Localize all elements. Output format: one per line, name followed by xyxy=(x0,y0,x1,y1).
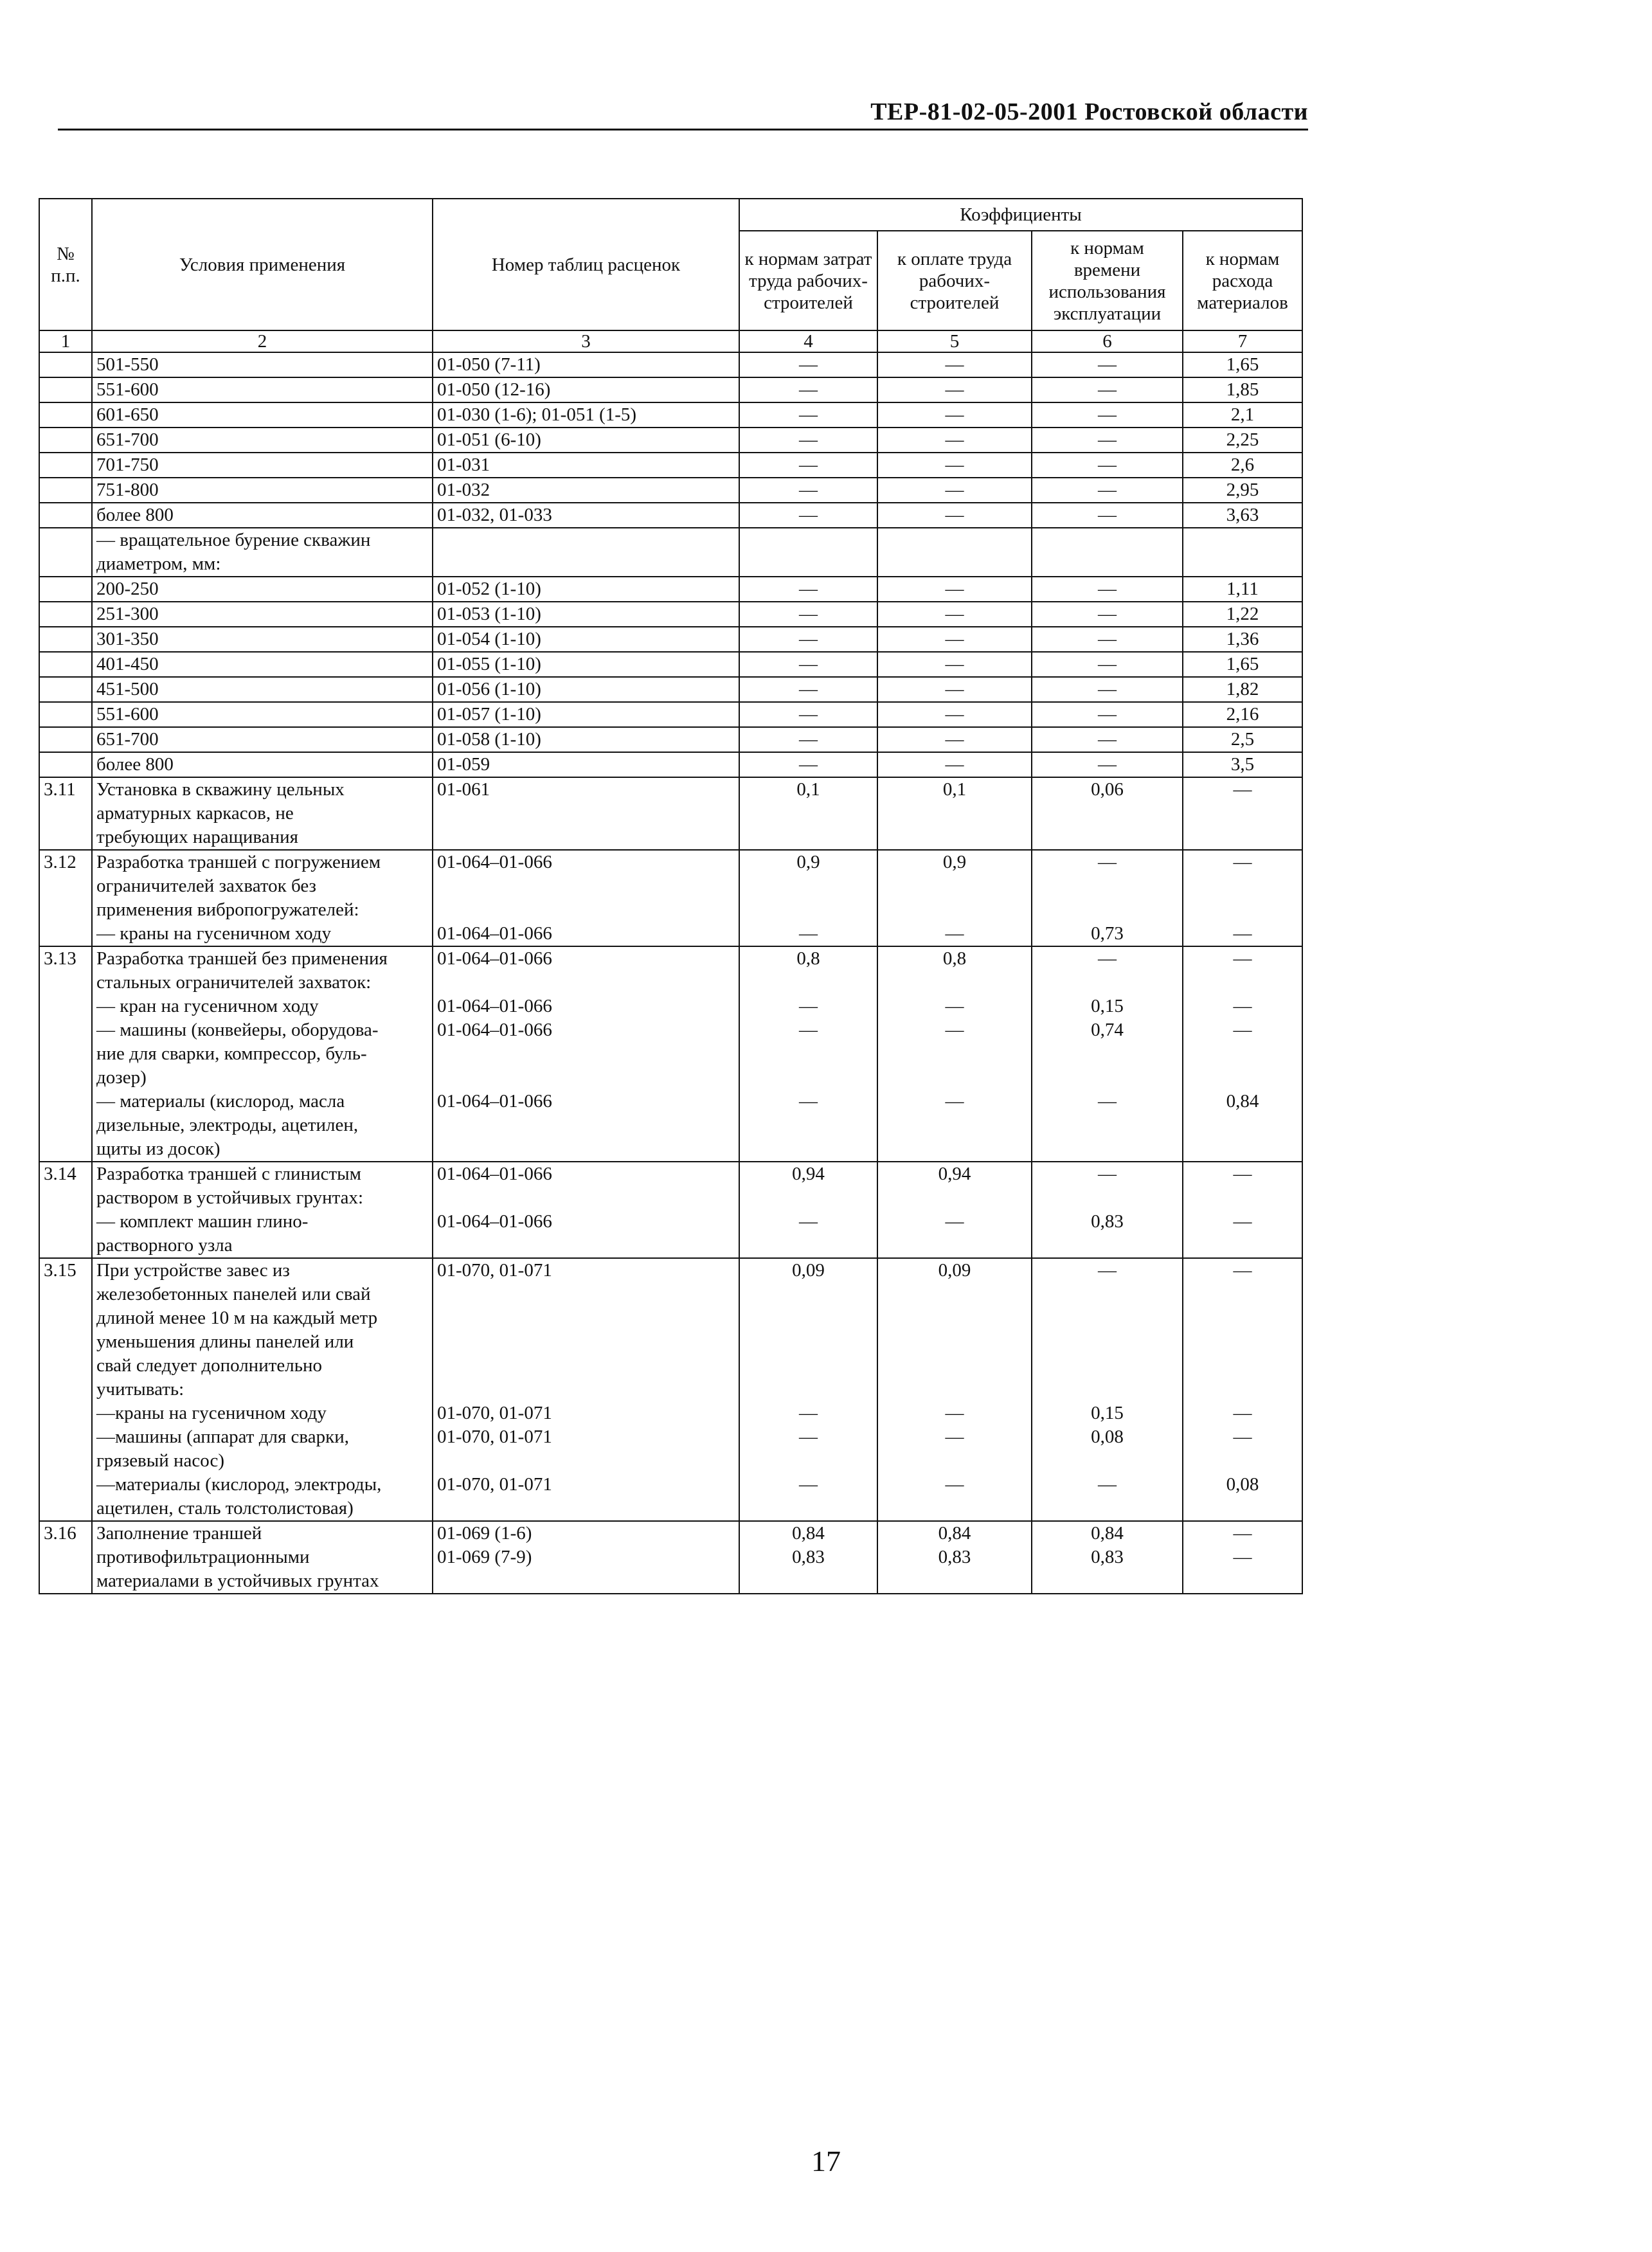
cell-conditions: Установка в скважину цельных арматурных каркасов, не требующих наращивания xyxy=(92,777,433,850)
cell-k-labor: 0,84 0,83 xyxy=(739,1521,877,1594)
table-row xyxy=(39,352,1302,377)
cell-k-machine: — xyxy=(1032,478,1183,503)
cell-num xyxy=(39,702,92,727)
cell-k-machine: — xyxy=(1032,727,1183,752)
cell-k-machine: — xyxy=(1032,453,1183,478)
cell-num xyxy=(39,428,92,453)
cell-k-pay: — xyxy=(877,453,1032,478)
cell-conditions: Разработка траншей с погружением ограничителей захваток без применения вибропогружателей: — краны на гусеничном ходу xyxy=(92,850,433,946)
cell-conditions: 301-350 xyxy=(92,627,433,652)
cell-num xyxy=(39,627,92,652)
cell-k-machine: — xyxy=(1032,503,1183,528)
cell-table-numbers: 01-054 (1-10) xyxy=(433,627,739,652)
column-number: 7 xyxy=(1183,330,1302,352)
column-numbers-row xyxy=(39,330,1302,352)
table-row xyxy=(39,946,1302,1162)
cell-table-numbers: 01-030 (1-6); 01-051 (1-5) xyxy=(433,402,739,428)
cell-table-numbers: 01-055 (1-10) xyxy=(433,652,739,677)
cell-k-labor: — xyxy=(739,677,877,702)
cell-num: 3.14 xyxy=(39,1162,92,1258)
cell-conditions: Разработка траншей без применения стальных ограничителей захваток: — кран на гусеничном ходу — машины (конвейеры, оборудова- ние для сварки, компрессор, буль- дозер) — материалы (кислород, масла дизельные, электроды, ацетилен, щиты из досок) xyxy=(92,946,433,1162)
cell-conditions: 451-500 xyxy=(92,677,433,702)
cell-k-materials: — — — 0,84 xyxy=(1183,946,1302,1162)
cell-k-materials: 3,63 xyxy=(1183,503,1302,528)
cell-conditions: 601-650 xyxy=(92,402,433,428)
header-coefficients: Коэффициенты xyxy=(739,199,1302,231)
cell-k-materials: 2,95 xyxy=(1183,478,1302,503)
cell-num xyxy=(39,402,92,428)
header-k-labor: к нормам затрат труда рабочих- строителей xyxy=(739,231,877,330)
cell-k-machine: — xyxy=(1032,577,1183,602)
table-row xyxy=(39,1258,1302,1521)
cell-table-numbers: 01-032 xyxy=(433,478,739,503)
cell-k-pay: 0,9 — xyxy=(877,850,1032,946)
table-row xyxy=(39,478,1302,503)
cell-conditions: 551-600 xyxy=(92,377,433,402)
cell-k-labor: — xyxy=(739,503,877,528)
cell-k-materials: 2,6 xyxy=(1183,453,1302,478)
cell-num: 3.13 xyxy=(39,946,92,1162)
cell-k-labor: — xyxy=(739,453,877,478)
cell-k-labor: — xyxy=(739,752,877,777)
header-k-machine: к нормам времени использования эксплуатации xyxy=(1032,231,1183,330)
cell-k-pay: — xyxy=(877,702,1032,727)
cell-k-machine: — xyxy=(1032,602,1183,627)
cell-k-machine: 0,06 xyxy=(1032,777,1183,850)
cell-conditions: 501-550 xyxy=(92,352,433,377)
cell-k-labor: — xyxy=(739,402,877,428)
document-code: ТЕР-81-02-05-2001 Ростовской области xyxy=(870,98,1308,125)
cell-conditions: — вращательное бурение скважин диаметром, мм: xyxy=(92,528,433,577)
cell-k-materials: 2,5 xyxy=(1183,727,1302,752)
cell-num xyxy=(39,377,92,402)
table-row xyxy=(39,777,1302,850)
header-k-materials: к нормам расхода материалов xyxy=(1183,231,1302,330)
cell-k-machine xyxy=(1032,528,1183,577)
table-row xyxy=(39,652,1302,677)
column-number: 5 xyxy=(877,330,1032,352)
cell-conditions: Заполнение траншей противофильтрационными материалами в устойчивых грунтах xyxy=(92,1521,433,1594)
cell-k-labor: — xyxy=(739,702,877,727)
cell-conditions: 701-750 xyxy=(92,453,433,478)
cell-num xyxy=(39,752,92,777)
cell-conditions: 651-700 xyxy=(92,727,433,752)
cell-k-pay: — xyxy=(877,352,1032,377)
cell-num xyxy=(39,727,92,752)
cell-k-pay: — xyxy=(877,752,1032,777)
cell-k-labor: — xyxy=(739,727,877,752)
column-number: 6 xyxy=(1032,330,1183,352)
cell-k-machine: — xyxy=(1032,702,1183,727)
cell-k-materials: — — — 0,08 xyxy=(1183,1258,1302,1521)
cell-table-numbers: 01-052 (1-10) xyxy=(433,577,739,602)
table-row xyxy=(39,702,1302,727)
cell-k-pay: — xyxy=(877,577,1032,602)
cell-k-machine: — 0,15 0,08 — xyxy=(1032,1258,1183,1521)
cell-table-numbers: 01-053 (1-10) xyxy=(433,602,739,627)
table-row xyxy=(39,752,1302,777)
page-header xyxy=(58,96,1308,131)
cell-num xyxy=(39,602,92,627)
cell-k-materials: 2,1 xyxy=(1183,402,1302,428)
cell-table-numbers: 01-058 (1-10) xyxy=(433,727,739,752)
cell-k-pay: 0,09 — — — xyxy=(877,1258,1032,1521)
cell-num: 3.12 xyxy=(39,850,92,946)
table-row xyxy=(39,402,1302,428)
table-body xyxy=(39,352,1302,1594)
cell-table-numbers: 01-059 xyxy=(433,752,739,777)
cell-table-numbers: 01-057 (1-10) xyxy=(433,702,739,727)
cell-num: 3.11 xyxy=(39,777,92,850)
table-row xyxy=(39,377,1302,402)
page-number: 17 xyxy=(811,2145,841,2177)
cell-table-numbers: 01-064–01-066 01-064–01-066 01-064–01-066 01-064–01-066 xyxy=(433,946,739,1162)
cell-k-pay: — xyxy=(877,652,1032,677)
cell-k-materials: 3,5 xyxy=(1183,752,1302,777)
table-row xyxy=(39,602,1302,627)
cell-conditions: 251-300 xyxy=(92,602,433,627)
table-row xyxy=(39,727,1302,752)
cell-k-pay: — xyxy=(877,428,1032,453)
cell-k-machine: — 0,83 xyxy=(1032,1162,1183,1258)
cell-k-machine: 0,84 0,83 xyxy=(1032,1521,1183,1594)
cell-k-pay: — xyxy=(877,402,1032,428)
header-conditions: Условия применения xyxy=(92,199,433,330)
cell-k-materials: 1,65 xyxy=(1183,352,1302,377)
header-num: № п.п. xyxy=(39,199,92,330)
cell-num xyxy=(39,453,92,478)
cell-k-pay xyxy=(877,528,1032,577)
cell-k-materials xyxy=(1183,528,1302,577)
cell-k-labor: 0,1 xyxy=(739,777,877,850)
cell-k-materials: 1,36 xyxy=(1183,627,1302,652)
cell-k-machine: — 0,15 0,74 — xyxy=(1032,946,1183,1162)
header-k-pay: к оплате труда рабочих- строителей xyxy=(877,231,1032,330)
cell-conditions: более 800 xyxy=(92,752,433,777)
cell-table-numbers: 01-064–01-066 01-064–01-066 xyxy=(433,1162,739,1258)
cell-k-materials: 2,16 xyxy=(1183,702,1302,727)
cell-conditions: 551-600 xyxy=(92,702,433,727)
column-number: 4 xyxy=(739,330,877,352)
cell-k-labor: — xyxy=(739,652,877,677)
cell-conditions: 751-800 xyxy=(92,478,433,503)
cell-k-materials: 1,85 xyxy=(1183,377,1302,402)
cell-k-machine: — xyxy=(1032,428,1183,453)
cell-table-numbers: 01-032, 01-033 xyxy=(433,503,739,528)
cell-k-pay: — xyxy=(877,478,1032,503)
table-row xyxy=(39,428,1302,453)
cell-table-numbers: 01-050 (7-11) xyxy=(433,352,739,377)
cell-k-pay: — xyxy=(877,377,1032,402)
cell-k-materials: 1,65 xyxy=(1183,652,1302,677)
cell-k-labor: 0,8 — — — xyxy=(739,946,877,1162)
cell-conditions: более 800 xyxy=(92,503,433,528)
cell-table-numbers xyxy=(433,528,739,577)
cell-k-pay: 0,8 — — — xyxy=(877,946,1032,1162)
cell-k-materials: — — xyxy=(1183,850,1302,946)
cell-k-labor: 0,94 — xyxy=(739,1162,877,1258)
cell-k-labor: — xyxy=(739,627,877,652)
cell-k-materials: — xyxy=(1183,777,1302,850)
cell-num: 3.16 xyxy=(39,1521,92,1594)
cell-num: 3.15 xyxy=(39,1258,92,1521)
cell-num xyxy=(39,652,92,677)
cell-k-labor: — xyxy=(739,577,877,602)
table-row xyxy=(39,503,1302,528)
table-row xyxy=(39,1162,1302,1258)
cell-k-pay: — xyxy=(877,503,1032,528)
cell-table-numbers: 01-069 (1-6) 01-069 (7-9) xyxy=(433,1521,739,1594)
cell-num xyxy=(39,577,92,602)
cell-k-labor: — xyxy=(739,478,877,503)
coefficients-table xyxy=(39,198,1303,1594)
cell-k-machine: — xyxy=(1032,402,1183,428)
cell-conditions: При устройстве завес из железобетонных панелей или свай длиной менее 10 м на каждый метр уменьшения длины панелей или свай следует дополнительно учитывать: —краны на гусеничном ходу —машины (аппарат для сварки, грязевый насос) —материалы (кислород, электроды, ацетилен, сталь толстолистовая) xyxy=(92,1258,433,1521)
cell-k-materials: 1,11 xyxy=(1183,577,1302,602)
cell-table-numbers: 01-031 xyxy=(433,453,739,478)
cell-table-numbers: 01-064–01-066 01-064–01-066 xyxy=(433,850,739,946)
cell-k-machine: — xyxy=(1032,752,1183,777)
cell-k-labor: 0,09 — — — xyxy=(739,1258,877,1521)
cell-k-pay: — xyxy=(877,677,1032,702)
table-row xyxy=(39,528,1302,577)
cell-k-materials: 1,82 xyxy=(1183,677,1302,702)
table-row xyxy=(39,453,1302,478)
cell-k-labor: — xyxy=(739,377,877,402)
cell-num xyxy=(39,503,92,528)
cell-k-machine: — xyxy=(1032,627,1183,652)
cell-k-materials: — — xyxy=(1183,1521,1302,1594)
cell-k-machine: — xyxy=(1032,377,1183,402)
cell-k-materials: 2,25 xyxy=(1183,428,1302,453)
cell-k-pay: 0,94 — xyxy=(877,1162,1032,1258)
cell-k-labor: 0,9 — xyxy=(739,850,877,946)
cell-conditions: 401-450 xyxy=(92,652,433,677)
cell-k-pay: 0,84 0,83 xyxy=(877,1521,1032,1594)
cell-num xyxy=(39,478,92,503)
cell-k-machine: — xyxy=(1032,352,1183,377)
table-row xyxy=(39,577,1302,602)
header-table-numbers: Номер таблиц расценок xyxy=(433,199,739,330)
cell-k-materials: 1,22 xyxy=(1183,602,1302,627)
cell-table-numbers: 01-056 (1-10) xyxy=(433,677,739,702)
cell-k-machine: — xyxy=(1032,677,1183,702)
cell-num xyxy=(39,677,92,702)
column-number: 3 xyxy=(433,330,739,352)
cell-k-materials: — — xyxy=(1183,1162,1302,1258)
table-row xyxy=(39,627,1302,652)
cell-k-pay: — xyxy=(877,727,1032,752)
table-row xyxy=(39,1521,1302,1594)
cell-table-numbers: 01-051 (6-10) xyxy=(433,428,739,453)
cell-table-numbers: 01-070, 01-071 01-070, 01-071 01-070, 01-071 01-070, 01-071 xyxy=(433,1258,739,1521)
table-row xyxy=(39,850,1302,946)
cell-k-labor: — xyxy=(739,352,877,377)
cell-k-pay: — xyxy=(877,602,1032,627)
cell-conditions: 651-700 xyxy=(92,428,433,453)
cell-k-labor: — xyxy=(739,428,877,453)
cell-k-labor xyxy=(739,528,877,577)
cell-table-numbers: 01-061 xyxy=(433,777,739,850)
cell-table-numbers: 01-050 (12-16) xyxy=(433,377,739,402)
column-number: 1 xyxy=(39,330,92,352)
cell-k-labor: — xyxy=(739,602,877,627)
column-number: 2 xyxy=(92,330,433,352)
cell-num xyxy=(39,528,92,577)
table-row xyxy=(39,677,1302,702)
cell-conditions: Разработка траншей с глинистым раствором в устойчивых грунтах: — комплект машин глино- растворного узла xyxy=(92,1162,433,1258)
cell-conditions: 200-250 xyxy=(92,577,433,602)
cell-num xyxy=(39,352,92,377)
cell-k-pay: — xyxy=(877,627,1032,652)
cell-k-machine: — 0,73 xyxy=(1032,850,1183,946)
cell-k-machine: — xyxy=(1032,652,1183,677)
cell-k-pay: 0,1 xyxy=(877,777,1032,850)
